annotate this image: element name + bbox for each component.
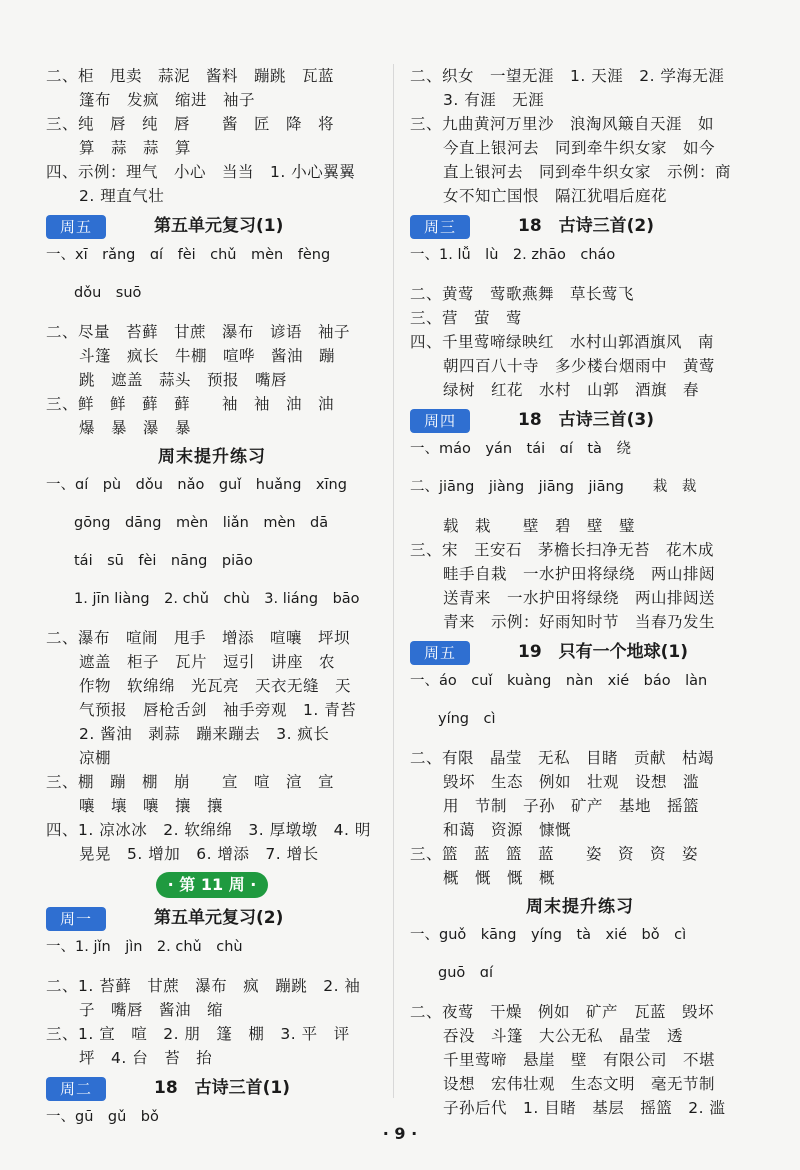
pinyin-answer-block (410, 924, 750, 1000)
answer-block (46, 320, 378, 440)
answer-line: 三、棚 蹦 棚 崩 宣 喧 渲 宣 (46, 773, 335, 791)
pinyin-line: 一、áo cuǐ kuàng nàn xié báo làn (410, 673, 708, 689)
pinyin-line: 一、ɑí pù dǒu nǎo guǐ huǎng xīng (46, 477, 347, 493)
answer-line: 今直上银河去 同到牵牛织女家 如今 (443, 139, 716, 157)
answer-line: 斗篷 疯长 牛棚 喧哗 酱油 蹦 (79, 347, 336, 365)
pinyin-answer-block (46, 244, 378, 320)
answer-line: 算 蒜 蒜 算 (79, 139, 192, 157)
answer-block (46, 626, 378, 866)
answer-line: 毁坏 生态 例如 壮观 设想 滥 (443, 773, 700, 791)
answer-line: 三、营 萤 莺 (410, 309, 523, 327)
answer-block (410, 282, 750, 402)
answer-line: 二、1. 苔藓 甘蔗 瀑布 疯 蹦跳 2. 袖 (46, 977, 361, 995)
answer-block (410, 746, 750, 890)
pinyin-answer-block (410, 438, 750, 514)
section-title: 18 古诗三首(1) (154, 1078, 291, 1098)
section-title: 18 古诗三首(2) (518, 216, 655, 236)
pinyin-line: 一、1. jǐn jìn 2. chǔ chù (46, 939, 243, 955)
pinyin-answer-block (46, 474, 378, 588)
pinyin-line: 一、1. lǚ lù 2. zhāo cháo (410, 247, 616, 263)
section-header-fri-review-1 (46, 212, 378, 240)
week-banner: · 第 11 周 · (156, 872, 268, 898)
answer-line: 用 节制 子孙 矿产 基地 摇篮 (443, 797, 700, 815)
answer-line: 概 慨 慨 概 (443, 869, 556, 887)
answer-line: 千里莺啼 悬崖 壁 有限公司 不堪 (443, 1051, 716, 1069)
answer-line: 2. 酱油 剥蒜 蹦来蹦去 3. 疯长 (79, 725, 330, 743)
answer-line: 三、宋 王安石 茅檐长扫净无苔 花木成 (410, 541, 715, 559)
answer-line: 青来 示例：好雨知时节 当春乃发生 (443, 613, 716, 631)
pinyin-line: 一、guǒ kāng yíng tà xié bǒ cì (410, 927, 687, 943)
day-badge: 周四 (410, 409, 470, 433)
weekend-practice-title: 周末提升练习 (526, 897, 634, 917)
column-divider (393, 64, 394, 1098)
pinyin-line: 1. jīn liàng 2. chǔ chù 3. liáng bāo (74, 591, 360, 607)
answer-line: 凉棚 (79, 749, 112, 767)
section-title: 19 只有一个地球(1) (518, 642, 689, 662)
answer-line: 载 栽 壁 碧 壁 璧 (443, 517, 636, 535)
answer-block (410, 64, 750, 208)
pinyin-answer-block (46, 936, 378, 974)
page-number: · 9 · (382, 1124, 418, 1143)
pinyin-line: 一、gū gǔ bǒ (46, 1109, 159, 1125)
pinyin-line: yíng cì (438, 711, 496, 727)
answer-line: 三、篮 蓝 篮 蓝 姿 资 资 姿 (410, 845, 699, 863)
answer-line: 直上银河去 同到牵牛织女家 示例：商 (443, 163, 732, 181)
answer-line: 朝四百八十寺 多少楼台烟雨中 黄莺 (443, 357, 716, 375)
answer-line: 子 嘴唇 酱油 缩 (79, 1001, 224, 1019)
pinyin-line: tái sū fèi nāng piāo (74, 553, 253, 569)
day-badge: 周五 (410, 641, 470, 665)
day-badge: 周二 (46, 1077, 106, 1101)
answer-line: 设想 宏伟壮观 生态文明 毫无节制 (443, 1075, 716, 1093)
answer-line: 吞没 斗篷 大公无私 晶莹 透 (443, 1027, 684, 1045)
answer-line: 晃晃 5. 增加 6. 增添 7. 增长 (79, 845, 319, 863)
answer-line: 三、九曲黄河万里沙 浪淘风簸自天涯 如 (410, 115, 715, 133)
pinyin-answer-block (46, 588, 378, 626)
answer-line: 2. 理直气壮 (79, 187, 165, 205)
section-title: 18 古诗三首(3) (518, 410, 655, 430)
answer-line: 三、纯 唇 纯 唇 酱 匠 降 将 (46, 115, 335, 133)
answer-block (46, 64, 378, 208)
answer-line: 3. 有涯 无涯 (443, 91, 545, 109)
pinyin-line: 二、jiāng jiàng jiāng jiāng 栽 裁 (410, 479, 697, 495)
answer-line: 子孙后代 1. 目睹 基层 摇篮 2. 滥 (443, 1099, 726, 1117)
answer-line: 四、示例：理气 小心 当当 1. 小心翼翼 (46, 163, 356, 181)
pinyin-line: 一、máo yán tái ɑí tà 绕 (410, 441, 631, 457)
answer-line: 和蔼 资源 慷慨 (443, 821, 572, 839)
answer-block (46, 974, 378, 1070)
day-badge: 周一 (46, 907, 106, 931)
left-column (46, 64, 378, 1144)
answer-line: 二、瀑布 喧闹 甩手 增添 喧嚷 坪坝 (46, 629, 351, 647)
weekend-practice-title: 周末提升练习 (158, 447, 266, 467)
answer-line: 四、1. 凉冰冰 2. 软绵绵 3. 厚墩墩 4. 明 (46, 821, 371, 839)
answer-line: 三、鲜 鲜 藓 藓 袖 袖 油 油 (46, 395, 335, 413)
pinyin-line: dǒu suō (74, 285, 142, 301)
section-header-fri-one-earth-1 (410, 638, 750, 666)
answer-line: 篷布 发疯 缩进 袖子 (79, 91, 256, 109)
answer-line: 二、柜 甩卖 蒜泥 酱料 蹦跳 瓦蓝 (46, 67, 335, 85)
pinyin-answer-block (410, 670, 750, 746)
answer-line: 坪 4. 台 苔 抬 (79, 1049, 213, 1067)
section-header-mon-review-2 (46, 904, 378, 932)
right-column (410, 64, 750, 1120)
pinyin-line: guō ɑí (438, 965, 493, 981)
day-badge: 周三 (410, 215, 470, 239)
answer-line: 气预报 唇枪舌剑 袖手旁观 1. 青苔 (79, 701, 357, 719)
section-title: 第五单元复习(2) (154, 908, 284, 928)
answer-line: 遮盖 柜子 瓦片 逗引 讲座 农 (79, 653, 336, 671)
pinyin-line: 一、xī rǎng ɑí fèi chǔ mèn fèng (46, 247, 331, 263)
answer-line: 嚷 壤 嚷 攘 攘 (79, 797, 224, 815)
answer-line: 二、织女 一望无涯 1. 天涯 2. 学海无涯 (410, 67, 725, 85)
answer-line: 三、1. 宣 喧 2. 朋 篷 棚 3. 平 评 (46, 1025, 350, 1043)
answer-line: 二、有限 晶莹 无私 目睹 贡献 枯竭 (410, 749, 715, 767)
answer-line: 爆 暴 瀑 暴 (79, 419, 192, 437)
day-badge: 周五 (46, 215, 106, 239)
answer-line: 畦手自栽 一水护田将绿绕 两山排闼 (443, 565, 716, 583)
answer-line: 绿树 红花 水村 山郭 酒旗 春 (443, 381, 700, 399)
pinyin-answer-block (410, 244, 750, 282)
section-header-thu-poems-3 (410, 406, 750, 434)
pinyin-line: gōng dāng mèn liǎn mèn dā (74, 515, 329, 531)
answer-line: 送青来 一水护田将绿绕 两山排闼送 (443, 589, 716, 607)
section-header-wed-poems-2 (410, 212, 750, 240)
answer-line: 作物 软绵绵 光瓦亮 天衣无缝 天 (79, 677, 352, 695)
answer-line: 女不知亡国恨 隔江犹唱后庭花 (443, 187, 668, 205)
answer-line: 二、尽量 苔藓 甘蔗 瀑布 谚语 袖子 (46, 323, 351, 341)
section-header-tue-poems-1 (46, 1074, 378, 1102)
answer-line: 跳 遮盖 蒜头 预报 嘴唇 (79, 371, 288, 389)
answer-line: 二、夜莺 干燥 例如 矿产 瓦蓝 毁坏 (410, 1003, 715, 1021)
answer-line: 四、千里莺啼绿映红 水村山郭酒旗风 南 (410, 333, 715, 351)
section-title: 第五单元复习(1) (154, 216, 284, 236)
answer-line: 二、黄莺 莺歌燕舞 草长莺飞 (410, 285, 635, 303)
answer-block (410, 514, 750, 634)
answer-block (410, 1000, 750, 1120)
